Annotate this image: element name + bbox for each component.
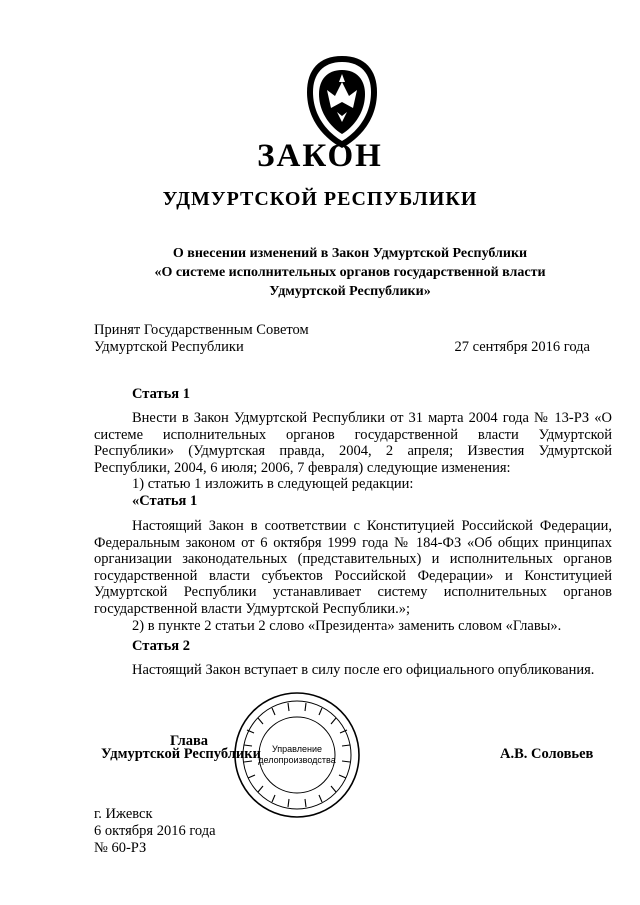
signatory-position-line-2: Удмуртской Республики: [101, 746, 261, 762]
article-1-body: [94, 410, 612, 510]
article-1-heading: Статья 1: [132, 386, 190, 402]
signing-date: 6 октября 2016 года: [94, 823, 216, 839]
article-1-item-2: 2) в пункте 2 статьи 2 слово «Президента» заменить словом «Главы».: [132, 617, 562, 634]
law-number: № 60-РЗ: [94, 840, 147, 856]
adoption-line: Принят Государственным Советом: [94, 322, 309, 338]
document-title: ЗАКОН: [257, 138, 383, 174]
law-name-line: О внесении изменений в Закон Удмуртской Республики: [172, 246, 528, 261]
city: г. Ижевск: [94, 806, 153, 822]
article-1-item-1: 1) статью 1 изложить в следующей редакции:: [132, 476, 414, 493]
document-subtitle: УДМУРТСКОЙ РЕСПУБЛИКИ: [162, 188, 478, 210]
signatory-position-line-1: Глава: [170, 733, 209, 749]
signatory-name: А.В. Соловьев: [500, 746, 594, 762]
article-2-text: Настоящий Закон вступает в силу после его официального опубликования.: [132, 662, 595, 678]
adoption-line: Удмуртской Республики: [94, 338, 244, 355]
article-2-body: [94, 662, 612, 679]
article-1-intro: Внести в Закон Удмуртской Республики от 31 марта 2004 года № 13-РЗ «О системе исполнительных органов государственной власти Удмуртской Республики» (Удмуртская правда, 2004, 2 апреля; Известия Удмуртской Республики, 2004, 6 июля; 2006, 7 февраля) следующие изменения:: [94, 410, 612, 476]
quoted-article-body: [94, 518, 612, 634]
adoption-date: 27 сентября 2016 года: [454, 339, 590, 355]
adoption-authority: [94, 322, 394, 355]
quoted-article-text: Настоящий Закон в соответствии с Конституцией Российской Федерации, Федеральным законом от 6 октября 1999 года № 184-ФЗ «Об общих принципах организации законодательных (представительных) и исполнительных органов государственной власти субъектов Российской Федерации» и Конституцией Удмуртской Республики устанавливает систему исполнительных органов государственной власти Удмуртской Республики.»;: [94, 518, 612, 617]
stamp-inner-line: делопроизводства: [258, 755, 336, 765]
quoted-article-heading: «Статья 1: [132, 492, 198, 509]
law-name: [100, 244, 600, 301]
article-2-heading: Статья 2: [132, 638, 190, 654]
law-name-line: Удмуртской Республики»: [269, 284, 431, 299]
stamp-inner-line: Управление: [271, 744, 323, 754]
place-and-number: [94, 806, 344, 857]
law-name-line: «О системе исполнительных органов государственной власти: [154, 265, 546, 280]
